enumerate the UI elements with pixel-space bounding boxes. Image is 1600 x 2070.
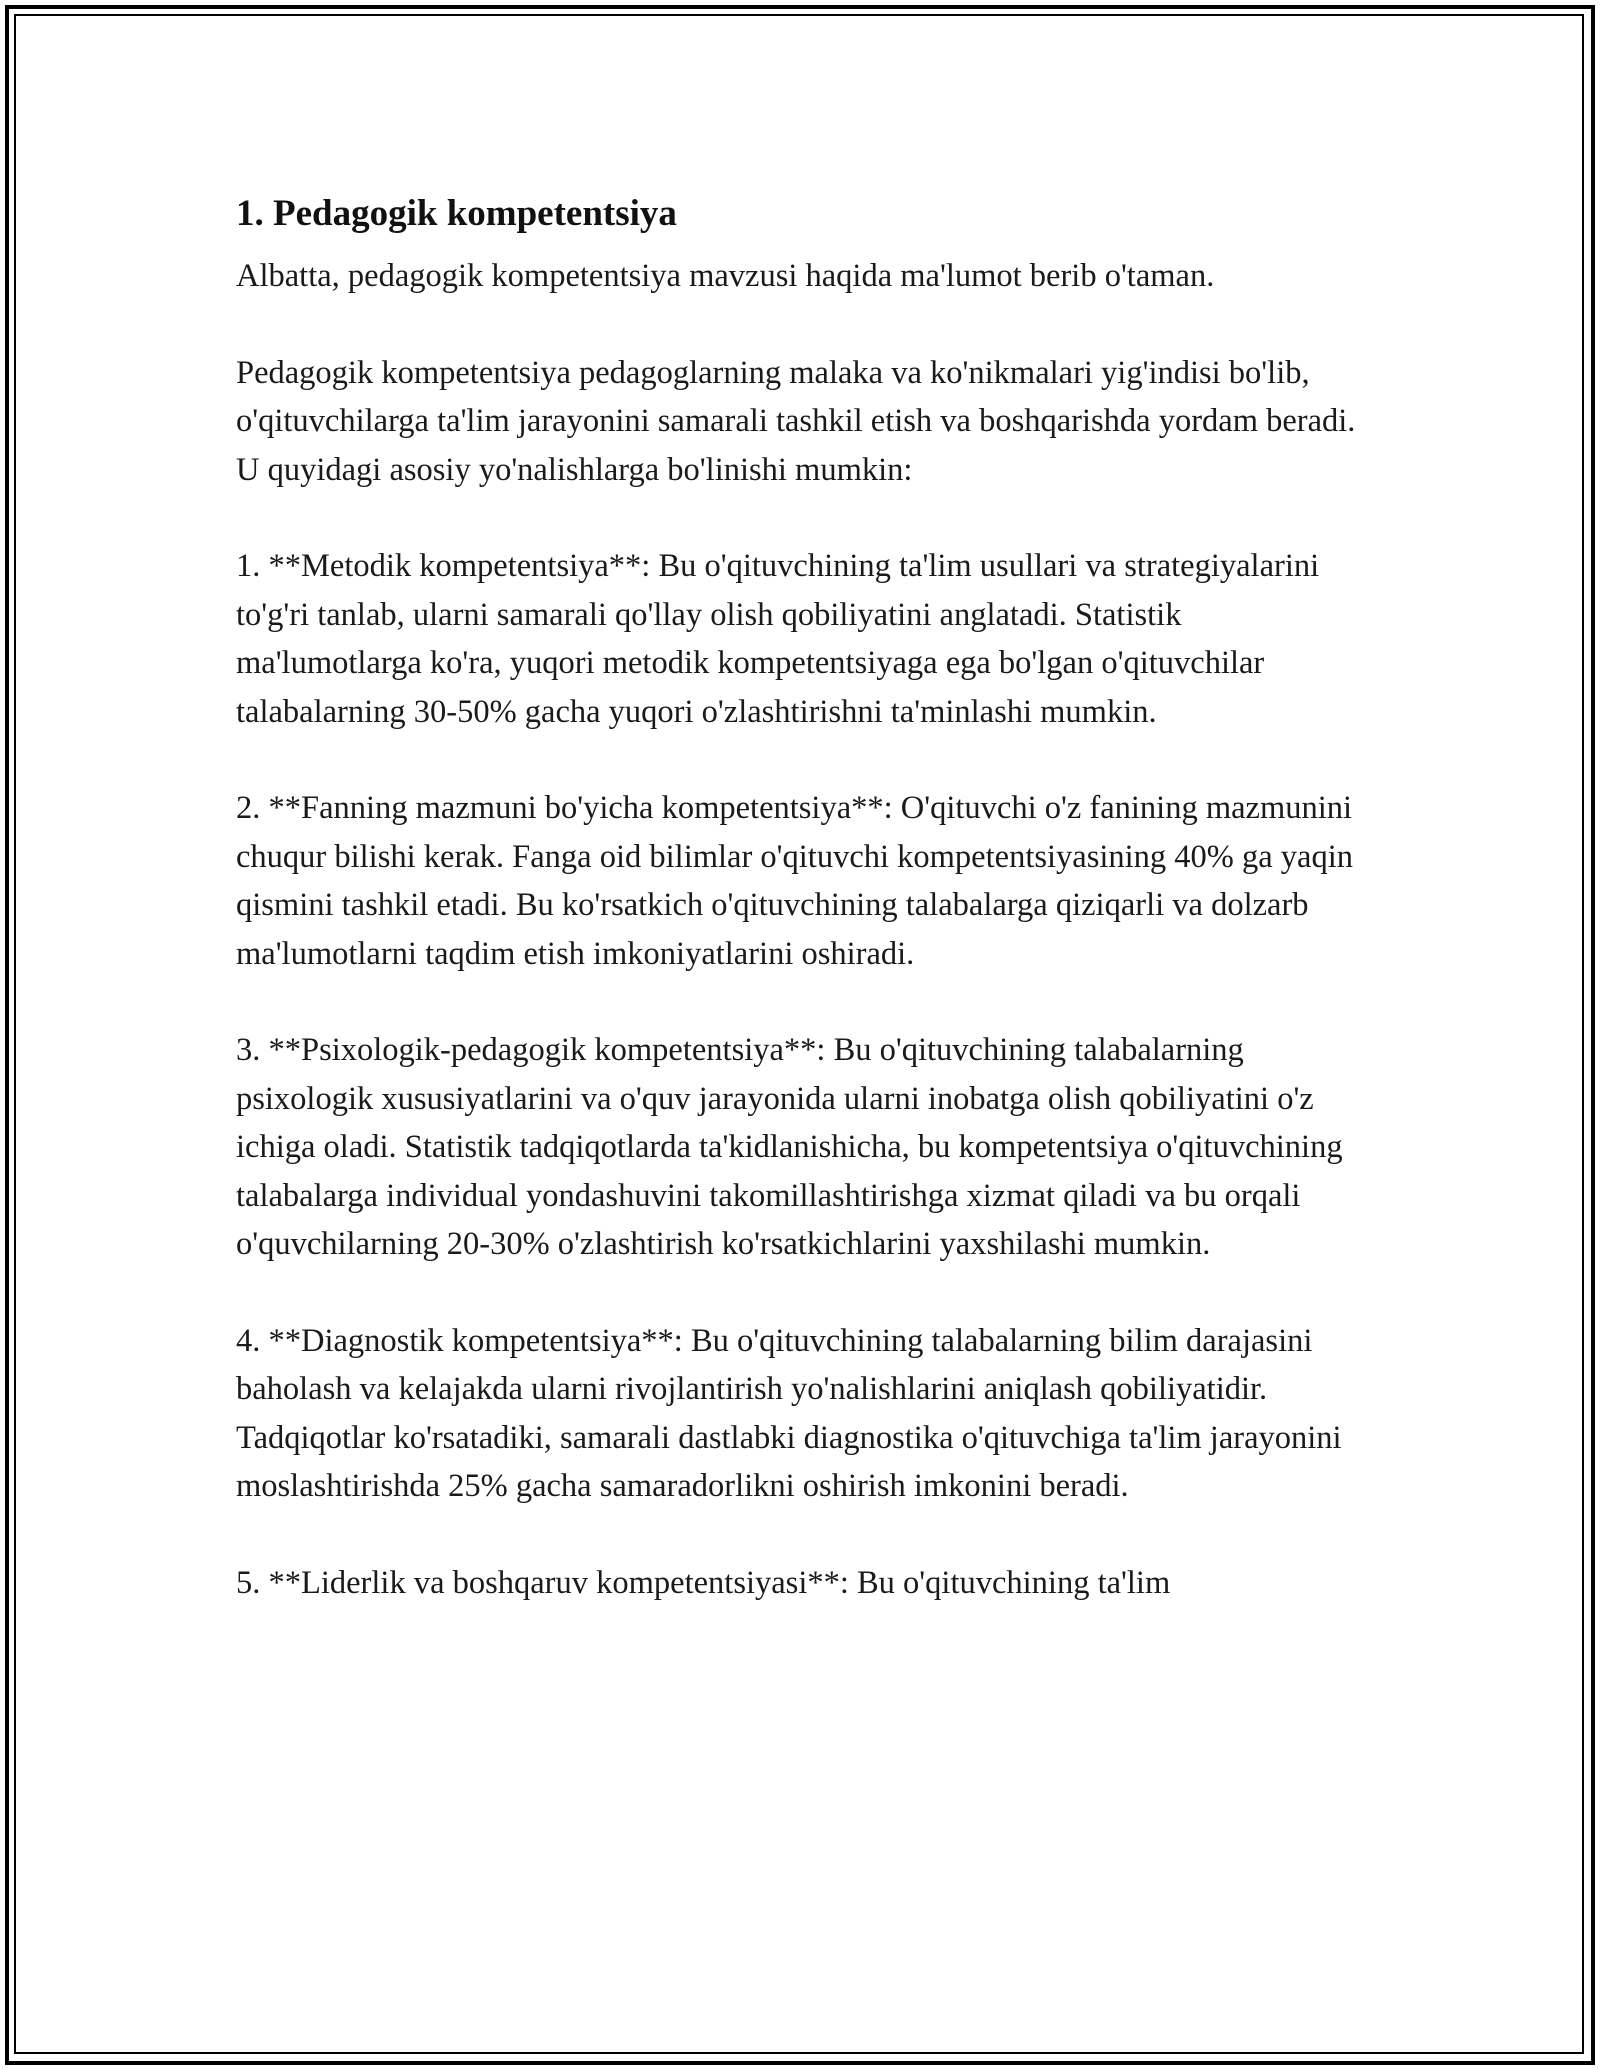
list-item-subject-content: 2. **Fanning mazmuni bo'yicha kompetentsiya**: O'qituvchi o'z fanining mazmunini chuqur bilishi kerak. Fanga oid bilimlar o'qituvchi kompetentsiyasining 40% ga yaqin qismini tashkil etadi. Bu ko'rsatkich o'qituvchining talabalarga qiziqarli va dolzarb ma'lumotlarni taqdim etish imkoniyatlarini oshiradi. [236, 790, 1353, 972]
intro-paragraph: Albatta, pedagogik kompetentsiya mavzusi haqida ma'lumot berib o'taman. [236, 258, 1215, 294]
list-item-diagnostic: 4. **Diagnostik kompetentsiya**: Bu o'qituvchining talabalarning bilim darajasini baholash va kelajakda ularni rivojlantirish yo'nalishlarini aniqlash qobiliyatidir. Tadqiqotlar ko'rsatadiki, samarali dastlabki diagnostika o'qituvchiga ta'lim jarayonini moslashtirishda 25% gacha samaradorlikni oshirish imkonini beradi. [236, 1322, 1342, 1504]
document-title: 1. Pedagogik kompetentsiya [236, 193, 677, 234]
list-item-methodical: 1. **Metodik kompetentsiya**: Bu o'qituvchining ta'lim usullari va strategiyalarini to'g'ri tanlab, ularni samarali qo'llay olish qobiliyatini anglatadi. Statistik ma'lumotlarga ko'ra, yuqori metodik kompetentsiyaga ega bo'lgan o'qituvchilar talabalarning 30-50% gacha yuqori o'zlashtirishni ta'minlashi mumkin. [236, 548, 1320, 730]
list-item-psychological-pedagogical: 3. **Psixologik-pedagogik kompetentsiya**: Bu o'qituvchining talabalarning psixologik xususiyatlarini va o'quv jarayonida ularni inobatga olish qobiliyatini o'z ichiga oladi. Statistik tadqiqotlarda ta'kidlanishicha, bu kompetentsiya o'qituvchining talabalarga individual yondashuvini takomillashtirishga xizmat qiladi va bu orqali o'quvchilarning 20-30% o'zlashtirish ko'rsatkichlarini yaxshilashi mumkin. [236, 1032, 1343, 1262]
document-body [236, 188, 1366, 1655]
list-item-leadership: 5. **Liderlik va boshqaruv kompetentsiyasi**: Bu o'qituvchining ta'lim [236, 1564, 1171, 1601]
definition-paragraph: Pedagogik kompetentsiya pedagoglarning malaka va ko'nikmalari yig'indisi bo'lib, o'qituvchilarga ta'lim jarayonini samarali tashkil etish va boshqarishda yordam beradi. U quyidagi asosiy yo'nalishlarga bo'linishi mumkin: [236, 354, 1356, 488]
